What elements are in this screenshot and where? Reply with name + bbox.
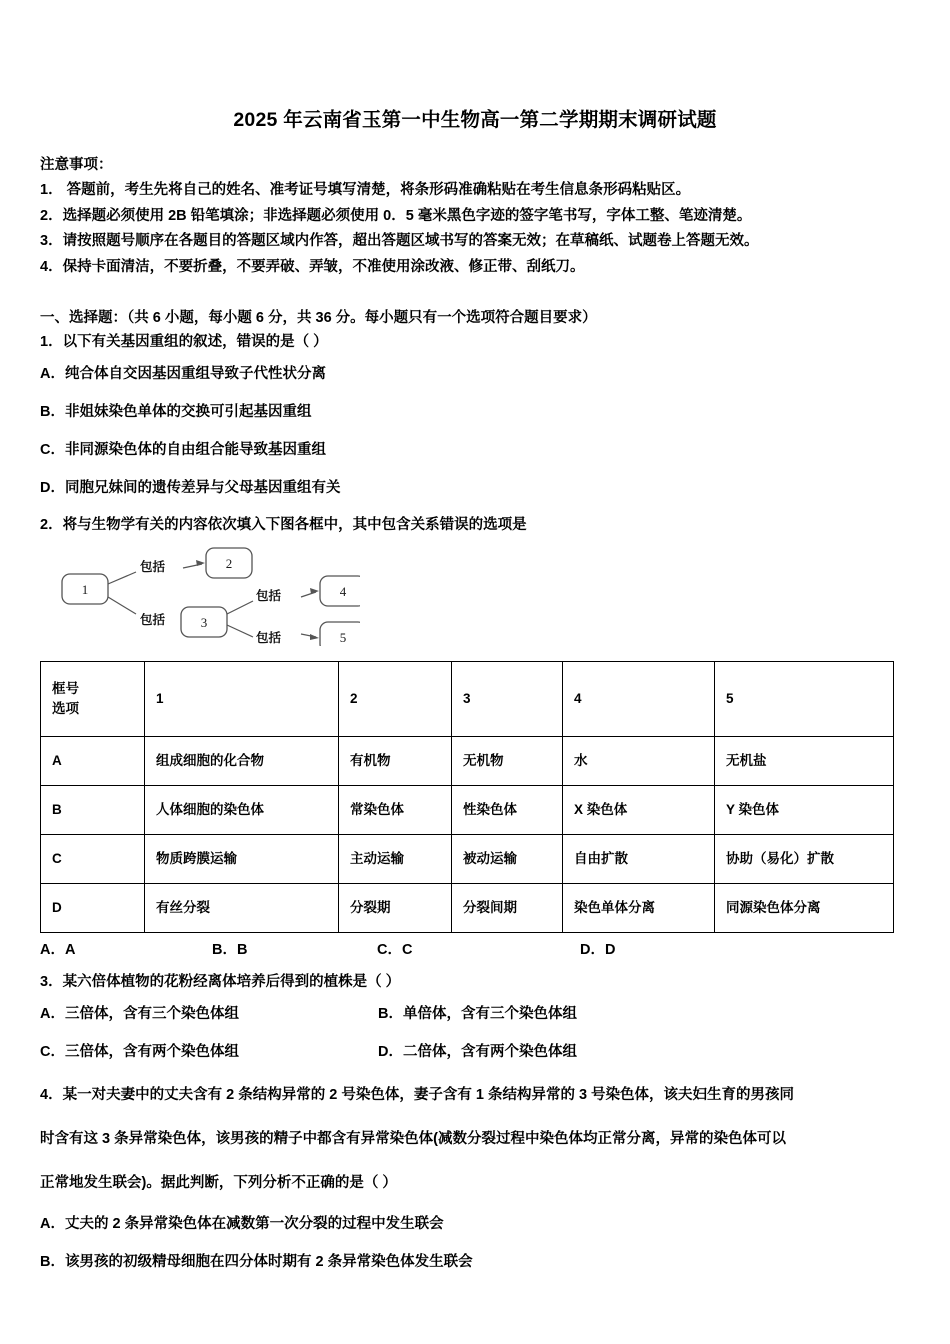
diagram-box-5-label: 5 <box>339 630 347 645</box>
table-row-a-cell-2: 有机物 <box>339 737 452 786</box>
question-2-table <box>40 661 894 933</box>
question-3-stem <box>40 970 910 995</box>
table-row-d-option: D <box>41 884 145 933</box>
question-4-stem <box>40 1073 910 1205</box>
notice-item-4: 4．保持卡面清洁，不要折叠，不要弄破、弄皱，不准使用涂改液、修正带、刮纸刀。 <box>40 258 585 275</box>
table-row <box>41 786 894 835</box>
question-4-stem-line-3: 正常地发生联会)。据此判断，下列分析不正确的是（ ） <box>40 1175 397 1191</box>
table-corner-bottom: 选项 <box>52 701 79 716</box>
table-row-c-cell-1: 物质跨膜运输 <box>145 835 339 884</box>
table-header-2: 2 <box>339 662 452 737</box>
question-4-number: 4． <box>40 1087 63 1103</box>
table-row-c-option: C <box>41 835 145 884</box>
table-row-b-cell-4: X 染色体 <box>563 786 715 835</box>
question-2-answer-a[interactable]: A．A <box>40 942 76 958</box>
inclusion-relationship-diagram <box>50 542 910 646</box>
section-heading-choice: 一、选择题：（共 6 小题，每小题 6 分，共 36 分。每小题只有一个选项符合题目要求） <box>40 310 597 326</box>
diagram-edge-label-3: 包括 <box>256 589 282 603</box>
table-row-c-cell-5: 协助（易化）扩散 <box>715 835 894 884</box>
question-1-option-c[interactable]: C．非同源染色体的自由组合能导致基因重组 <box>40 442 326 458</box>
table-row-b-cell-1: 人体细胞的染色体 <box>145 786 339 835</box>
table-corner-top: 框号 <box>52 681 79 696</box>
question-3-number: 3． <box>40 974 63 990</box>
question-2-answer-d[interactable]: D．D <box>580 942 616 958</box>
question-3-option-b[interactable]: B．单倍体，含有三个染色体组 <box>378 1006 577 1022</box>
table-row-a-cell-1: 组成细胞的化合物 <box>145 737 339 786</box>
table-row-b-cell-3: 性染色体 <box>452 786 563 835</box>
diagram-edge-label-1: 包括 <box>140 560 166 574</box>
table-header-3: 3 <box>452 662 563 737</box>
question-2-answer-b[interactable]: B．B <box>212 942 248 958</box>
diagram-edge-label-4: 包括 <box>256 631 282 645</box>
notice-heading: 注意事项： <box>40 157 113 173</box>
diagram-box-1-label: 1 <box>81 582 89 597</box>
diagram-edge-label-2: 包括 <box>140 613 166 627</box>
question-4-stem-line-2: 时含有这 3 条异常染色体，该男孩的精子中都含有异常染色体(减数分裂过程中染色体均正常分离，异常的染色体可以 <box>40 1131 786 1147</box>
table-header-row <box>41 662 894 737</box>
question-2-text: 将与生物学有关的内容依次填入下图各框中，其中包含关系错误的选项是 <box>62 517 527 533</box>
question-1-text: 以下有关基因重组的叙述，错误的是（ ） <box>62 334 328 350</box>
table-row-c-cell-4: 自由扩散 <box>563 835 715 884</box>
table-row-a-cell-3: 无机物 <box>452 737 563 786</box>
table-header-5: 5 <box>715 662 894 737</box>
question-3-text: 某六倍体植物的花粉经离体培养后得到的植株是（ ） <box>62 974 401 990</box>
question-3-option-c[interactable]: C．三倍体，含有两个染色体组 <box>40 1044 239 1060</box>
question-2-answer-row <box>40 935 910 965</box>
diagram-box-4-label: 4 <box>339 584 347 599</box>
table-row-c-cell-2: 主动运输 <box>339 835 452 884</box>
table-row-a-cell-5: 无机盐 <box>715 737 894 786</box>
table-row <box>41 835 894 884</box>
question-3-option-d[interactable]: D．二倍体，含有两个染色体组 <box>378 1044 577 1060</box>
notice-block <box>40 153 910 280</box>
table-row-a-cell-4: 水 <box>563 737 715 786</box>
table-row-d-cell-2: 分裂期 <box>339 884 452 933</box>
question-1-number: 1． <box>40 334 63 350</box>
table-row-b-cell-5: Y 染色体 <box>715 786 894 835</box>
diagram-box-2-label: 2 <box>225 556 233 571</box>
table-row-a-option: A <box>41 737 145 786</box>
question-3-options-row-1 <box>40 995 910 1033</box>
question-2-number: 2． <box>40 517 63 533</box>
notice-item-3: 3．请按照题号顺序在各题目的答题区域内作答，超出答题区域书写的答案无效；在草稿纸、试题卷上答题无效。 <box>40 233 759 249</box>
question-4-option-a[interactable]: A．丈夫的 2 条异常染色体在减数第一次分裂的过程中发生联会 <box>40 1216 444 1232</box>
question-4-text-1: 某一对夫妻中的丈夫含有 2 条结构异常的 2 号染色体，妻子含有 1 条结构异常的 3 号染色体，该夫妇生育的男孩同 <box>62 1087 795 1103</box>
question-3-option-a[interactable]: A．三倍体，含有三个染色体组 <box>40 1006 239 1022</box>
question-4-option-b[interactable]: B．该男孩的初级精母细胞在四分体时期有 2 条异常染色体发生联会 <box>40 1254 473 1270</box>
question-1-option-b[interactable]: B．非姐妹染色单体的交换可引起基因重组 <box>40 404 312 420</box>
table-row-d-cell-5: 同源染色体分离 <box>715 884 894 933</box>
table-corner-cell <box>41 662 145 737</box>
question-1-stem <box>40 330 910 355</box>
table-row <box>41 884 894 933</box>
table-row-b-option: B <box>41 786 145 835</box>
table-row-d-cell-4: 染色单体分离 <box>563 884 715 933</box>
notice-item-2: 2．选择题必须使用 2B 铅笔填涂；非选择题必须使用 0．5 毫米黑色字迹的签字笔书写，字体工整、笔迹清楚。 <box>40 207 752 224</box>
table-header-4: 4 <box>563 662 715 737</box>
question-1-option-d[interactable]: D．同胞兄妹间的遗传差异与父母基因重组有关 <box>40 480 341 496</box>
table-header-1: 1 <box>145 662 339 737</box>
table-row <box>41 737 894 786</box>
table-row-d-cell-3: 分裂间期 <box>452 884 563 933</box>
question-4-stem-line-1 <box>40 1073 910 1117</box>
question-2-stem <box>40 513 910 538</box>
question-2-answer-c[interactable]: C．C <box>377 942 413 958</box>
table-row-b-cell-2: 常染色体 <box>339 786 452 835</box>
page-title: 2025 年云南省玉第一中生物高一第二学期期末调研试题 <box>233 109 717 131</box>
table-row-c-cell-3: 被动运输 <box>452 835 563 884</box>
diagram-box-3-label: 3 <box>200 615 208 630</box>
question-1-option-a[interactable]: A．纯合体自交因基因重组导致子代性状分离 <box>40 366 326 382</box>
table-row-d-cell-1: 有丝分裂 <box>145 884 339 933</box>
notice-item-1: 1． 答题前，考生先将自己的姓名、准考证号填写清楚，将条形码准确粘贴在考生信息条形码粘贴区。 <box>40 182 691 198</box>
question-3-options-row-2 <box>40 1033 910 1071</box>
